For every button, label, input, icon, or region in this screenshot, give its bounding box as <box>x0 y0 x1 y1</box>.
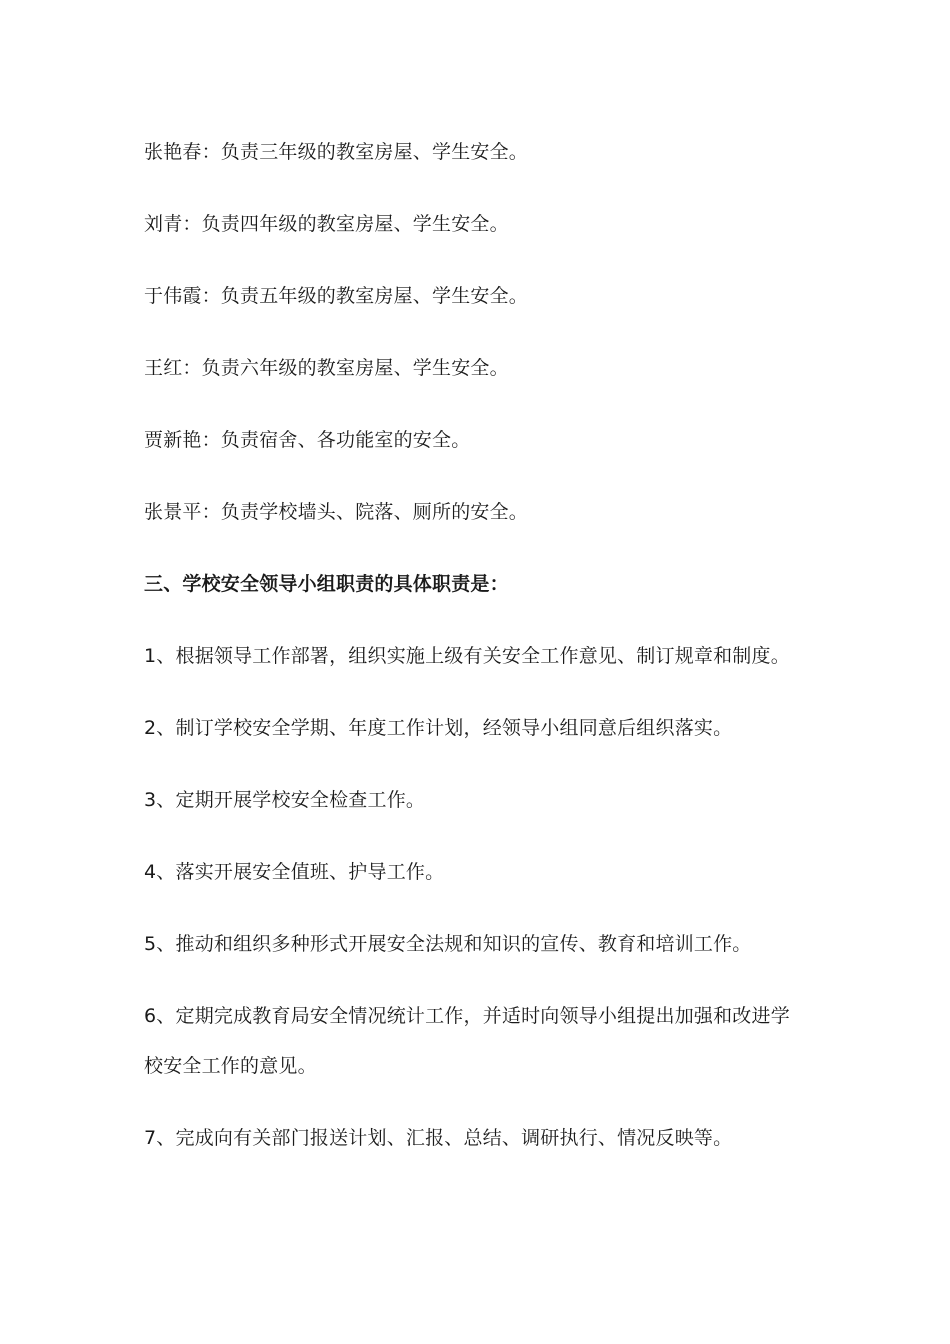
assignment-line: 贾新艳：负责宿舍、各功能室的安全。 <box>144 429 471 451</box>
duty-item: 4、落实开展安全值班、护导工作。 <box>144 861 445 883</box>
assignment-line: 于伟霞：负责五年级的教室房屋、学生安全。 <box>144 285 529 307</box>
duty-item: 6、定期完成教育局安全情况统计工作，并适时向领导小组提出加强和改进学 <box>144 1005 790 1027</box>
duty-item: 7、完成向有关部门报送计划、汇报、总结、调研执行、情况反映等。 <box>144 1127 733 1149</box>
assignment-line: 王红：负责六年级的教室房屋、学生安全。 <box>144 357 509 379</box>
duty-item: 1、根据领导工作部署，组织实施上级有关安全工作意见、制订规章和制度。 <box>144 645 790 667</box>
duty-item: 2、制订学校安全学期、年度工作计划，经领导小组同意后组织落实。 <box>144 717 733 739</box>
duty-item-continuation: 校安全工作的意见。 <box>144 1055 317 1077</box>
section-heading: 三、学校安全领导小组职责的具体职责是： <box>144 573 509 595</box>
assignment-line: 张艳春：负责三年级的教室房屋、学生安全。 <box>144 141 529 163</box>
assignment-line: 张景平：负责学校墙头、院落、厕所的安全。 <box>144 501 529 523</box>
duty-item: 3、定期开展学校安全检查工作。 <box>144 789 426 811</box>
assignment-line: 刘青：负责四年级的教室房屋、学生安全。 <box>144 213 509 235</box>
duty-item: 5、推动和组织多种形式开展安全法规和知识的宣传、教育和培训工作。 <box>144 933 752 955</box>
